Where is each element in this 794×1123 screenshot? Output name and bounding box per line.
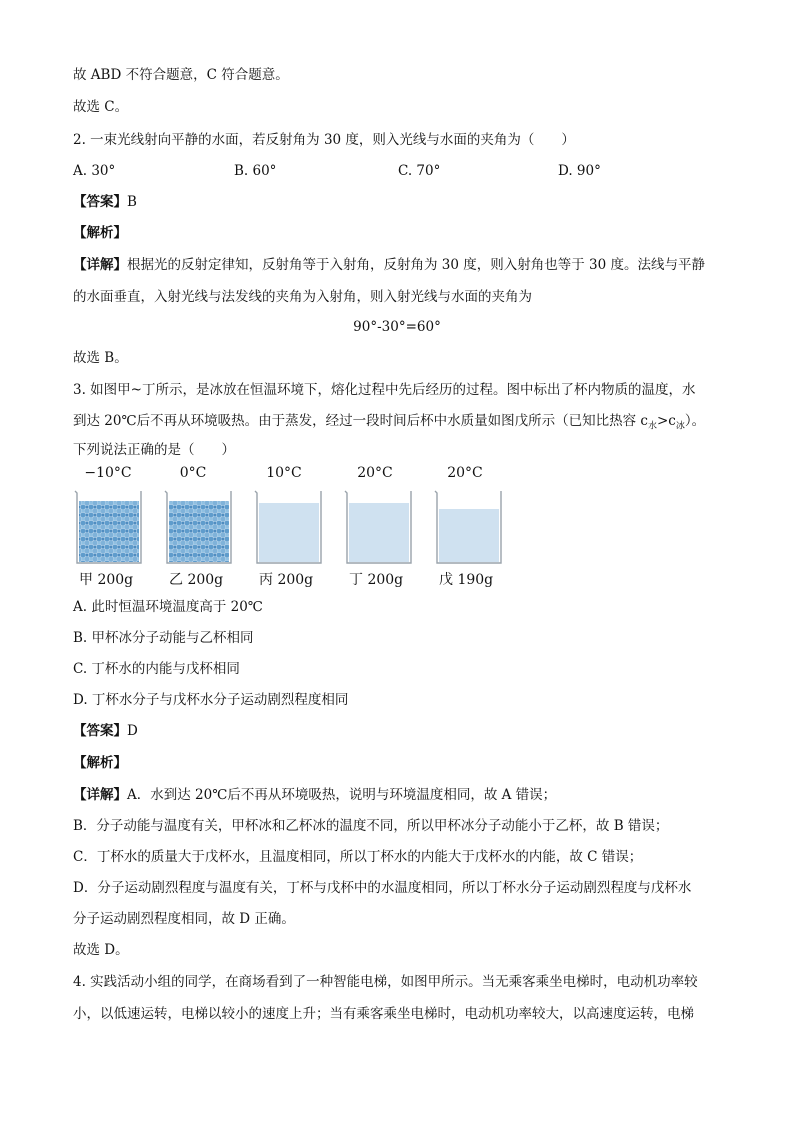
- text-line: 故选 C。: [73, 99, 129, 115]
- subscript-water: 水: [647, 421, 657, 432]
- question-3-stem: [73, 411, 705, 437]
- q2-answer: [73, 192, 137, 212]
- beaker-temp: −10°C: [84, 465, 132, 481]
- q2-choose: 故选 B。: [73, 350, 128, 366]
- question-3-stem: 下列说法正确的是（ ）: [73, 442, 235, 458]
- stem-text: 到达 20℃后不再从环境吸热。由于蒸发，经过一段时间后杯中水质量如图戊所示（已知比热容 c: [73, 413, 648, 429]
- q3-option-c: C. 丁杯水的内能与戊杯相同: [73, 661, 240, 677]
- water-content: [439, 509, 499, 562]
- text-line: 故 ABD 不符合题意，C 符合题意。: [73, 67, 289, 83]
- q2-formula: 90°-30°=60°: [353, 319, 441, 335]
- stem-text: ）。: [684, 413, 706, 429]
- q2-analysis-tag: [73, 223, 127, 243]
- question-2-stem: 2. 一束光线射向平静的水面，若反射角为 30 度，则入光线与水面的夹角为（ ）: [73, 132, 575, 148]
- answer-tag: 【答案】: [73, 723, 127, 739]
- beaker-label: 丙 200g: [259, 572, 314, 588]
- beaker-temp: 0°C: [179, 465, 207, 481]
- detail-text: 根据光的反射定律知，反射角等于入射角，反射角为 30 度，则入射角也等于 30 度。法线与平静: [127, 257, 706, 273]
- beaker-temp: 10°C: [266, 465, 302, 481]
- ice-content: [79, 501, 139, 562]
- answer-value: B: [127, 194, 137, 210]
- q3-detail-line: D．分子运动剧烈程度与温度有关，丁杯与戊杯中的水温度相同，所以丁杯水分子运动剧烈程度与戊杯水: [73, 880, 692, 896]
- analysis-tag: 【解析】: [73, 755, 127, 771]
- q2-option-a: A. 30°: [73, 163, 116, 179]
- q2-detail-line: 的水面垂直，入射光线与法发线的夹角为入射角，则入射光线与水面的夹角为: [73, 289, 532, 305]
- q3-option-d: D. 丁杯水分子与戊杯水分子运动剧烈程度相同: [73, 692, 349, 708]
- question-4-stem: 小，以低速运转，电梯以较小的速度上升；当有乘客乘坐电梯时，电动机功率较大，以高速度运转，电梯: [73, 1006, 694, 1022]
- q2-option-c: C. 70°: [398, 163, 441, 179]
- q3-choose: 故选 D。: [73, 942, 129, 958]
- beaker-figure: [73, 465, 513, 593]
- q3-detail-line: B．分子动能与温度有关，甲杯冰和乙杯冰的温度不同，所以甲杯冰分子动能小于乙杯，故 B 错误；: [73, 818, 669, 834]
- water-content: [259, 503, 319, 562]
- detail-text: A．水到达 20℃后不再从环境吸热，说明与环境温度相同，故 A 错误；: [127, 787, 557, 803]
- beaker-label: 甲 200g: [79, 572, 134, 588]
- ice-content: [169, 501, 229, 562]
- beaker-label: 丁 200g: [349, 572, 404, 588]
- q3-analysis-tag: [73, 753, 127, 773]
- q3-option-a: A. 此时恒温环境温度高于 20℃: [73, 599, 263, 615]
- q3-detail-line: C．丁杯水的质量大于戊杯水，且温度相同，所以丁杯水的内能大于戊杯水的内能，故 C 错误；: [73, 849, 643, 865]
- analysis-tag: 【解析】: [73, 225, 127, 241]
- beaker-temp: 20°C: [357, 465, 393, 481]
- q3-detail-line: 分子运动剧烈程度相同，故 D 正确。: [73, 911, 295, 927]
- q3-option-b: B. 甲杯冰分子动能与乙杯相同: [73, 630, 254, 646]
- q3-detail-line: [73, 785, 556, 805]
- question-4-stem: 4. 实践活动小组的同学，在商场看到了一种智能电梯，如图甲所示。当无乘客乘坐电梯时，电动机功率较: [73, 974, 698, 990]
- answer-tag: 【答案】: [73, 194, 127, 210]
- detail-tag: 【详解】: [73, 257, 127, 273]
- answer-value: D: [127, 723, 138, 739]
- q2-detail-line: [73, 255, 705, 275]
- question-3-stem: 3. 如图甲~丁所示，是冰放在恒温环境下，熔化过程中先后经历的过程。图中标出了杯内物质的温度，水: [73, 382, 696, 398]
- subscript-ice: 冰: [675, 421, 685, 432]
- gt-sign: >c: [656, 413, 676, 429]
- water-content: [349, 503, 409, 562]
- detail-tag: 【详解】: [73, 787, 127, 803]
- q2-option-b: B. 60°: [234, 163, 277, 179]
- beaker-label: 戊 190g: [439, 572, 494, 588]
- q3-answer: [73, 721, 138, 741]
- beaker-label: 乙 200g: [169, 572, 224, 588]
- beaker-temp: 20°C: [447, 465, 483, 481]
- q2-option-d: D. 90°: [558, 163, 601, 179]
